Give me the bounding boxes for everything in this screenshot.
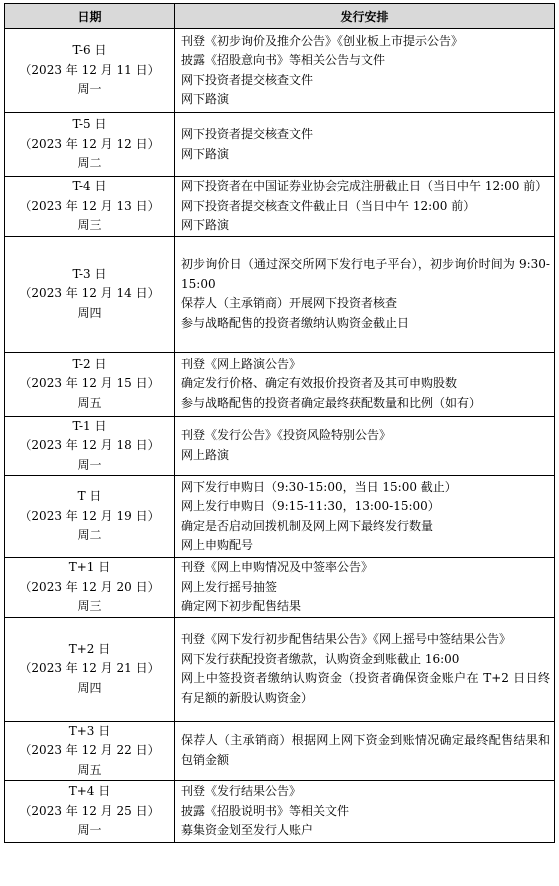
date-cell — [5, 721, 175, 781]
day-label: T-5 日 — [72, 117, 107, 132]
date-cell — [5, 236, 175, 352]
table-row — [5, 416, 555, 476]
schedule-item: 网上中签投资者缴纳认购资金（投资者确保资金账户在 T+2 日日终有足额的新股认购资金） — [181, 671, 550, 705]
schedule-cell — [175, 617, 555, 721]
calendar-date: （2023 年 12 月 19 日） — [19, 508, 160, 523]
day-label: T-1 日 — [72, 418, 107, 433]
schedule-item: 刊登《初步询价及推介公告》《创业板上市提示公告》 — [181, 33, 464, 48]
schedule-item: 网下路演 — [181, 92, 230, 106]
day-label: T 日 — [77, 489, 102, 504]
weekday-label: 周四 — [77, 305, 102, 320]
weekday-label: 周一 — [77, 82, 102, 97]
weekday-label: 周三 — [77, 599, 102, 613]
calendar-date: （2023 年 12 月 15 日） — [19, 376, 160, 391]
weekday-label: 周五 — [77, 762, 102, 777]
schedule-item: 网下路演 — [181, 146, 230, 161]
schedule-cell — [175, 476, 555, 558]
table-row — [5, 721, 555, 781]
schedule-document — [4, 3, 554, 843]
schedule-item: 网下发行获配投资者缴款，认购资金到账截止 16:00 — [181, 651, 460, 666]
schedule-item: 网上申购配号 — [181, 538, 254, 552]
calendar-date: （2023 年 12 月 11 日） — [19, 62, 160, 77]
schedule-cell — [175, 558, 555, 618]
day-label: T-4 日 — [72, 179, 107, 193]
schedule-cell — [175, 721, 555, 781]
date-cell — [5, 476, 175, 558]
schedule-cell — [175, 416, 555, 476]
schedule-item: 网下投资者在中国证券业协会完成注册截止日（当日中午 12:00 前） — [181, 179, 548, 193]
table-row — [5, 177, 555, 237]
schedule-item: 网上发行摇号抽签 — [181, 579, 278, 594]
schedule-item: 网下发行申购日（9:30-15:00，当日 15:00 截止） — [181, 479, 457, 494]
schedule-item: 确定网下初步配售结果 — [181, 599, 302, 613]
table-row — [5, 352, 555, 416]
weekday-label: 周三 — [77, 218, 102, 232]
calendar-date: （2023 年 12 月 12 日） — [19, 136, 160, 151]
table-row — [5, 476, 555, 558]
schedule-item: 刊登《网上路演公告》 — [181, 356, 302, 371]
calendar-date: （2023 年 12 月 18 日） — [19, 438, 160, 452]
weekday-label: 周四 — [77, 680, 102, 695]
schedule-item: 刊登《网下发行初步配售结果公告》《网上摇号中签结果公告》 — [181, 632, 512, 646]
header-date: 日期 — [5, 4, 175, 29]
table-row — [5, 617, 555, 721]
day-label: T+1 日 — [68, 560, 111, 574]
calendar-date: （2023 年 12 月 21 日） — [19, 661, 160, 676]
date-cell — [5, 113, 175, 177]
schedule-item: 刊登《发行公告》《投资风险特别公告》 — [181, 428, 392, 443]
schedule-item: 初步询价日（通过深交所网下发行电子平台），初步询价时间为 9:30-15:00 — [181, 257, 550, 291]
schedule-cell — [175, 781, 555, 843]
date-cell — [5, 781, 175, 843]
schedule-item: 披露《招股意向书》等相关公告与文件 — [181, 53, 386, 67]
table-row — [5, 236, 555, 352]
schedule-item: 网下投资者提交核查文件截止日（当日中午 12:00 前） — [181, 198, 476, 213]
schedule-item: 刊登《发行结果公告》 — [181, 784, 302, 799]
schedule-item: 保荐人（主承销商）开展网下投资者核查 — [181, 296, 398, 310]
date-cell — [5, 352, 175, 416]
day-label: T-2 日 — [72, 356, 107, 371]
table-body — [5, 29, 555, 843]
day-label: T+3 日 — [68, 723, 111, 738]
schedule-item: 网下投资者提交核查文件 — [181, 72, 314, 87]
table-row — [5, 113, 555, 177]
schedule-item: 保荐人（主承销商）根据网上网下资金到账情况确定最终配售结果和包销金额 — [181, 733, 550, 767]
schedule-item: 参与战略配售的投资者缴纳认购资金截止日 — [181, 315, 410, 330]
calendar-date: （2023 年 12 月 20 日） — [19, 579, 160, 594]
day-label: T+2 日 — [68, 641, 111, 656]
schedule-item: 确定是否启动回拨机制及网上网下最终发行数量 — [181, 518, 434, 533]
calendar-date: （2023 年 12 月 25 日） — [19, 803, 160, 818]
schedule-cell — [175, 236, 555, 352]
weekday-label: 周二 — [77, 156, 102, 171]
schedule-item: 募集资金划至发行人账户 — [181, 823, 314, 838]
date-cell — [5, 617, 175, 721]
schedule-cell — [175, 177, 555, 237]
day-label: T-6 日 — [72, 43, 107, 58]
table-header-row — [5, 4, 555, 29]
date-cell — [5, 416, 175, 476]
weekday-label: 周一 — [77, 457, 102, 472]
schedule-item: 披露《招股说明书》等相关文件 — [181, 803, 350, 818]
weekday-label: 周一 — [77, 823, 102, 838]
date-cell — [5, 29, 175, 113]
schedule-item: 刊登《网上申购情况及中签率公告》 — [181, 560, 374, 574]
weekday-label: 周五 — [77, 395, 102, 410]
schedule-item: 网下路演 — [181, 218, 230, 232]
schedule-cell — [175, 352, 555, 416]
header-schedule: 发行安排 — [175, 4, 555, 29]
schedule-cell — [175, 29, 555, 113]
schedule-cell — [175, 113, 555, 177]
issuance-schedule-table — [4, 3, 555, 843]
calendar-date: （2023 年 12 月 14 日） — [19, 286, 160, 301]
calendar-date: （2023 年 12 月 22 日） — [19, 743, 160, 757]
date-cell — [5, 177, 175, 237]
date-cell — [5, 558, 175, 618]
table-row — [5, 558, 555, 618]
schedule-item: 网上发行申购日（9:15-11:30，13:00-15:00） — [181, 499, 440, 513]
schedule-item: 确定发行价格、确定有效报价投资者及其可申购股数 — [181, 376, 458, 391]
schedule-item: 参与战略配售的投资者确定最终获配数量和比例（如有） — [181, 395, 482, 410]
schedule-item: 网下投资者提交核查文件 — [181, 127, 314, 141]
weekday-label: 周二 — [77, 528, 102, 543]
table-row — [5, 781, 555, 843]
calendar-date: （2023 年 12 月 13 日） — [19, 198, 160, 213]
day-label: T+4 日 — [68, 784, 111, 799]
day-label: T-3 日 — [72, 266, 107, 281]
schedule-item: 网上路演 — [181, 447, 230, 462]
table-row — [5, 29, 555, 113]
